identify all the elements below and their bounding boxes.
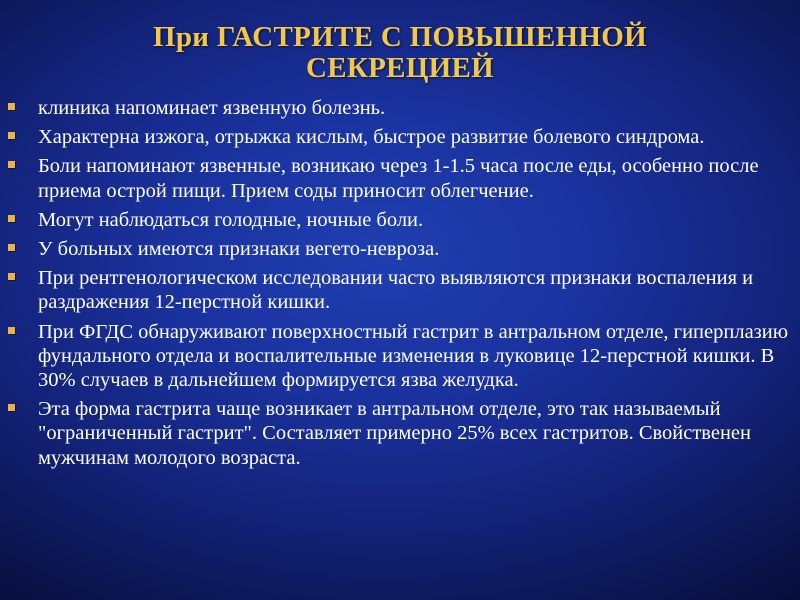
title-line-1: При ГАСТРИТЕ С ПОВЫШЕННОЙ — [153, 21, 647, 53]
slide-title — [0, 22, 800, 84]
bullet-text: При рентгенологическом исследовании часто выявляются признаки воспаления и раздражения 12-перстной кишки. — [38, 267, 754, 314]
bullet-text: При ФГДС обнаруживают поверхностный гастрит в антральном отделе, гиперплазию фундального отдела и воспалительные изменения в луковице 12-перстной кишки. В 30% случаев в дальнейшем формируется язва желудка. — [38, 320, 789, 392]
bullet-text: Характерна изжога, отрыжка кислым, быстрое развитие болевого синдрома. — [38, 126, 705, 149]
square-bullet-icon — [8, 215, 15, 222]
square-bullet-icon — [8, 244, 15, 251]
square-bullet-icon — [8, 327, 15, 334]
bullet-list — [8, 96, 794, 475]
bullet-item-clinic — [8, 96, 794, 120]
square-bullet-icon — [8, 273, 15, 280]
title-line-2: СЕКРЕЦИЕЙ — [305, 52, 495, 84]
square-bullet-icon — [8, 161, 15, 168]
bullet-item-heartburn — [8, 125, 794, 149]
bullet-item-fgds — [8, 320, 794, 393]
bullet-item-pain — [8, 154, 794, 202]
square-bullet-icon — [8, 404, 15, 411]
bullet-item-xray — [8, 266, 794, 314]
bullet-item-hunger-pain — [8, 208, 794, 232]
square-bullet-icon — [8, 103, 15, 110]
bullet-text: Эта форма гастрита чаще возникает в антральном отделе, это так называемый "ограниченный гастрит". Составляет примерно 25% всех гастритов. Свойственен мужчинам молодого возраста. — [38, 398, 752, 469]
bullet-text: У больных имеются признаки вегето-невроза. — [38, 238, 440, 261]
bullet-text: Могут наблюдаться голодные, ночные боли. — [38, 208, 424, 231]
bullet-text: клиника напоминает язвенную болезнь. — [38, 97, 386, 119]
bullet-text: Боли напоминают язвенные, возникаю через 1-1.5 часа после еды, особенно после приема острой пищи. Прием соды приносит облегчение. — [38, 155, 759, 202]
bullet-item-neurosis — [8, 237, 794, 261]
bullet-item-form — [8, 397, 794, 470]
square-bullet-icon — [8, 132, 15, 139]
